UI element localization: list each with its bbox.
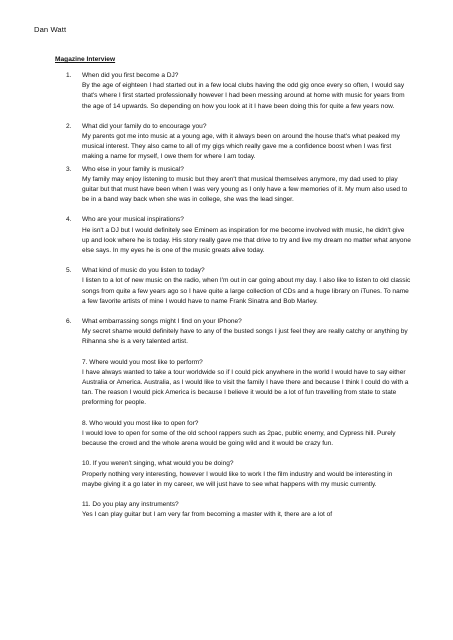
item-number: 5.: [66, 267, 72, 275]
question: 7. Where would you most like to perform?: [82, 358, 203, 366]
item-number: 6.: [66, 318, 72, 326]
qa-item-11: [0, 500, 453, 520]
qa-item-5: [0, 266, 453, 307]
qa-item-4: [0, 215, 453, 256]
answer: My family may enjoy listening to music but they aren't that musical themselves anymore, my dad used to play guitar but that must have been when I was very young as I only have a few memories of it. My mum also used to be in a band way back when she was in college, she was the lead singer.: [82, 175, 408, 204]
answer: I listen to a lot of new music on the radio, when I'm out in car going about my day. I also like to listen to old classic songs from quite a few years ago so I have quite a large collection of CDs and a huge library on iTunes. To name a few favorite artists of mine I would have to name Frank Sinatra and Bob Marley.: [82, 277, 411, 305]
qa-item-7: [0, 358, 453, 409]
author-name: Dan Watt: [34, 25, 67, 34]
item-number: 4.: [66, 216, 72, 224]
question: When did you first become a DJ?: [82, 72, 179, 79]
item-number: 3.: [66, 165, 72, 173]
question: What did your family do to encourage you?: [82, 122, 207, 130]
item-number: 1.: [66, 72, 72, 79]
answer: My secret shame would definitely have to any of the busted songs I just feel they are really catchy or anything by Rihanna she is a very talented artist.: [82, 328, 408, 346]
question: 10. If you weren't singing, what would you be doing?: [82, 460, 234, 468]
answer: By the age of eighteen I had started out in a few local clubs having the odd gig once every so often, I would say that's where I first started professionally however I had been messing around at home with music for years from the age of 14 upwards. So depending on how you look at it I have been doing this for quite a few years now.: [82, 82, 405, 110]
document-title: Magazine Interview: [55, 56, 116, 63]
qa-item-8: [0, 419, 453, 450]
question: Who are your musical inspirations?: [82, 216, 184, 224]
qa-item-6: [0, 317, 453, 348]
qa-item-1: [0, 71, 453, 112]
question: What kind of music do you listen to today?: [82, 267, 205, 275]
item-number: 2.: [66, 122, 72, 130]
question: 8. Who would you most like to open for?: [82, 419, 199, 427]
answer: He isn't a DJ but I would definitely see Eminem as inspiration for me become involved with music, he didn't give up and look where he is today. His story really gave me that drive to try and live my dream no matter what anyone else says. In my eyes he is one of the music greats alive today.: [82, 226, 411, 255]
answer: I would love to open for some of the old school rappers such as 2pac, public enemy, and Cypress hill. Purely because the crowd and the whole arena would be going wild and it would be crazy fun.: [82, 429, 396, 448]
answer: Yes I can play guitar but I am very far from becoming a master with it, there are a lot of: [82, 511, 333, 519]
qa-item-3: [0, 165, 453, 206]
qa-item-2: [0, 122, 453, 163]
answer: Properly nothing very interesting, however I would like to work I the film industry and would be interesting in maybe giving it a go later in my career, we will just have to see what happens with my music currently.: [82, 470, 393, 488]
question: What embarrassing songs might I find on your IPhone?: [82, 318, 242, 326]
qa-item-10: [0, 459, 453, 490]
question: Who else in your family is musical?: [82, 165, 184, 173]
answer: My parents got me into music at a young age, with it always been on around the house that's what peaked my musical interest. They also came to all of my gigs which really gave me a confidence boost when I was first making a name for myself, I owe them for where I am today.: [82, 133, 400, 161]
interview-list: [0, 71, 453, 520]
answer: I have always wanted to take a tour worldwide so if I could pick anywhere in the world I would have to say either Australia or America. Australia, as I would like to visit the family I have there and because I think I could do with a tan. The reason I would pick America is because I believe it would be a lot of fun travelling from state to state preforming for people.: [82, 368, 409, 407]
question: 11. Do you play any instruments?: [82, 500, 179, 508]
